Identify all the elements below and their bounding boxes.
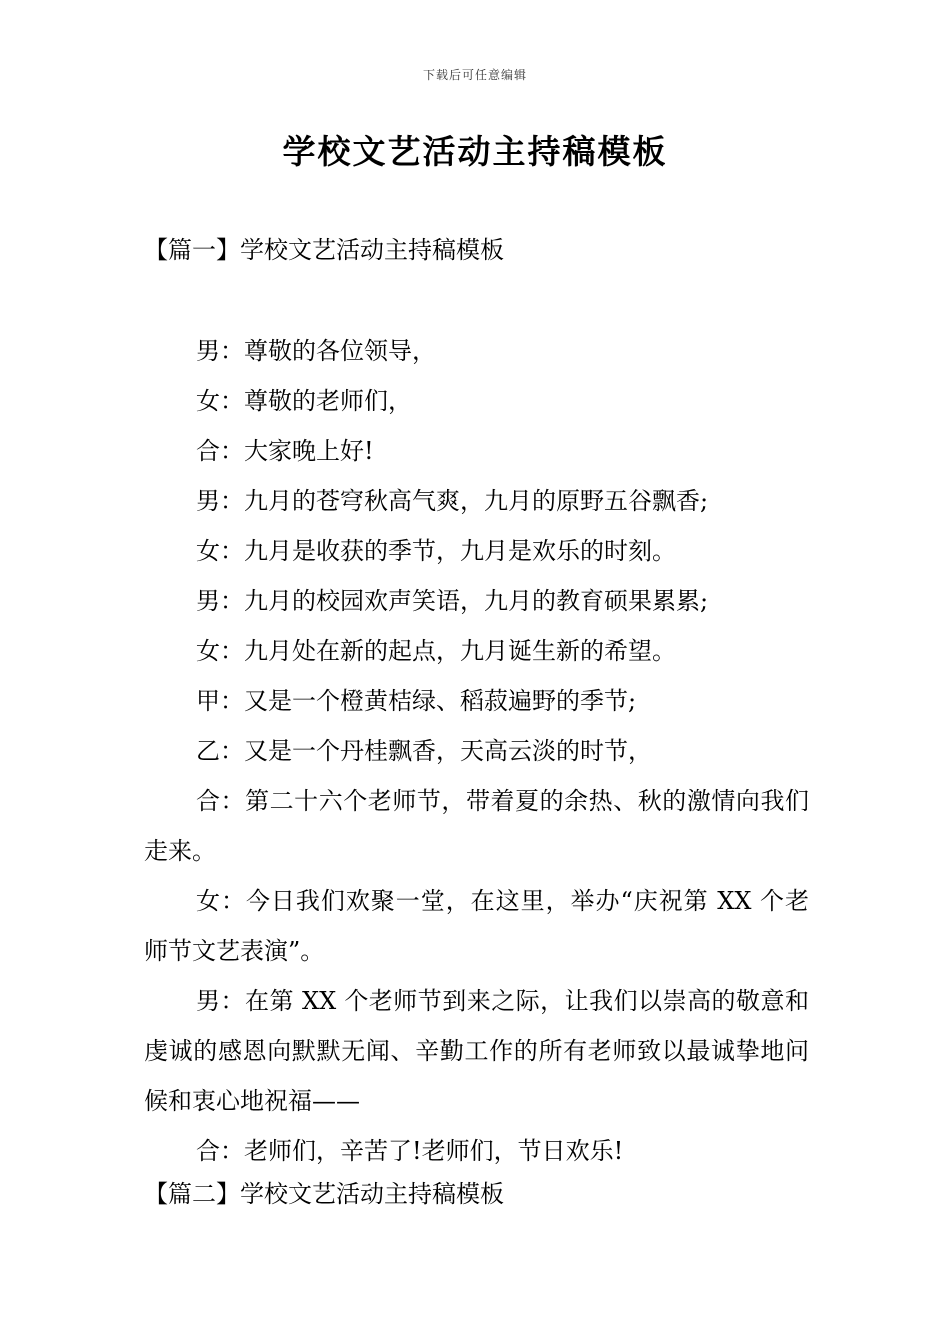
paragraph: 合：老师们，辛苦了!老师们，节日欢乐! (196, 1137, 624, 1165)
section-heading-1: 【篇一】学校文艺活动主持稿模板 (144, 236, 504, 264)
body-text (144, 326, 809, 1176)
paragraph: 女：九月是收获的季节，九月是欢乐的时刻。 (196, 537, 676, 565)
paragraph: 女：九月处在新的起点，九月诞生新的希望。 (196, 637, 676, 665)
paragraph: 合：第二十六个老师节，带着夏的余热、秋的激情向我们走来。 (144, 787, 809, 865)
paragraph: 甲：又是一个橙黄桔绿、稻菽遍野的季节; (196, 687, 637, 715)
paragraph: 女：今日我们欢聚一堂，在这里，举办“庆祝第 XX 个老师节文艺表演”。 (144, 887, 809, 965)
paragraph: 男：在第 XX 个老师节到来之际，让我们以崇高的敬意和虔诚的感恩向默默无闻、辛勤工作的所有老师致以最诚挚地问候和衷心地祝福—— (144, 987, 809, 1115)
paragraph: 男：尊敬的各位领导， (196, 337, 436, 365)
paragraph: 乙：又是一个丹桂飘香，天高云淡的时节， (196, 737, 652, 765)
paragraph: 合：大家晚上好! (196, 437, 374, 465)
paragraph: 男：九月的苍穹秋高气爽，九月的原野五谷飘香; (196, 487, 709, 515)
paragraph: 女：尊敬的老师们， (196, 387, 412, 415)
section-heading-2: 【篇二】学校文艺活动主持稿模板 (144, 1180, 504, 1208)
paragraph: 男：九月的校园欢声笑语，九月的教育硕果累累; (196, 587, 709, 615)
document-title: 学校文艺活动主持稿模板 (282, 132, 668, 171)
header-note: 下载后可任意编辑 (422, 68, 527, 82)
